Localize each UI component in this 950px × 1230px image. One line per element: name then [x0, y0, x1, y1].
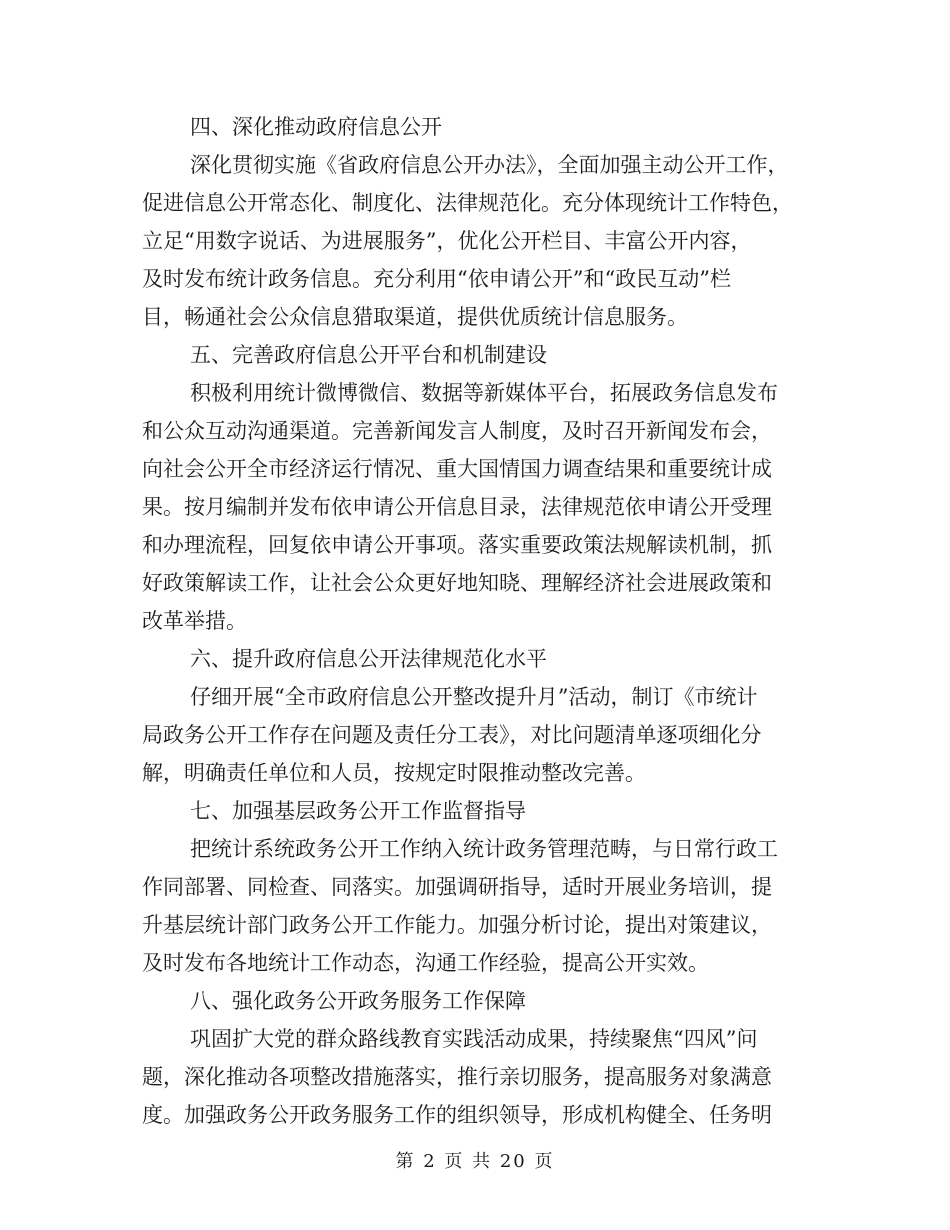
section-heading: 四、深化推动政府信息公开 — [190, 115, 442, 139]
text-line: 把统计系统政务公开工作纳入统计政务管理范畴，与日常行政工 — [190, 837, 778, 861]
text-line: 解，明确责任单位和人员，按规定时限推动整改完善。 — [142, 761, 646, 785]
text-line: 题，深化推动各项整改措施落实，推行亲切服务，提高服务对象满意 — [142, 1065, 772, 1089]
text-line: 目，畅通社会公众信息猎取渠道，提供优质统计信息服务。 — [142, 305, 688, 329]
text-line: 积极利用统计微博微信、数据等新媒体平台，拓展政务信息发布 — [190, 381, 778, 405]
text-line: 向社会公开全市经济运行情况、重大国情国力调查结果和重要统计成 — [142, 457, 772, 481]
paragraph — [142, 1020, 812, 1134]
text-line: 巩固扩大党的群众路线教育实践活动成果，持续聚焦“四风”问 — [190, 1027, 758, 1051]
text-line: 好政策解读工作，让社会公众更好地知晓、理解经济社会进展政策和 — [142, 571, 772, 595]
text-line: 及时发布各地统计工作动态，沟通工作经验，提高公开实效。 — [142, 951, 709, 975]
text-line: 立足“用数字说话、为进展服务”，优化公开栏目、丰富公开内容， — [142, 229, 752, 253]
page-number-footer: 第 2 页 共 20 页 — [395, 1151, 555, 1172]
document-body — [142, 108, 812, 1134]
text-line: 果。按月编制并发布依申请公开信息目录，法律规范依申请公开受理 — [142, 495, 772, 519]
section-heading: 五、完善政府信息公开平台和机制建设 — [190, 343, 547, 367]
text-line: 仔细开展“全市政府信息公开整改提升月”活动，制订《市统计 — [190, 685, 758, 709]
section-heading: 六、提升政府信息公开法律规范化水平 — [190, 647, 547, 671]
paragraph — [142, 146, 812, 336]
text-line: 度。加强政务公开政务服务工作的组织领导，形成机构健全、任务明 — [142, 1103, 772, 1127]
section-heading: 七、加强基层政务公开工作监督指导 — [190, 799, 526, 823]
section-heading: 八、强化政务公开政务服务工作保障 — [190, 989, 526, 1013]
text-line: 升基层统计部门政务公开工作能力。加强分析讨论，提出对策建议， — [142, 913, 772, 937]
text-line: 改革举措。 — [142, 609, 247, 633]
text-line: 促进信息公开常态化、制度化、法律规范化。充分体现统计工作特色， — [142, 191, 793, 215]
text-line: 作同部署、同检查、同落实。加强调研指导，适时开展业务培训，提 — [142, 875, 772, 899]
text-line: 和办理流程，回复依申请公开事项。落实重要政策法规解读机制，抓 — [142, 533, 772, 557]
text-line: 深化贯彻实施《省政府信息公开办法》，全面加强主动公开工作， — [190, 153, 789, 177]
text-line: 局政务公开工作存在问题及责任分工表》，对比问题清单逐项细化分 — [142, 723, 762, 747]
paragraph — [142, 678, 812, 792]
text-line: 和公众互动沟通渠道。完善新闻发言人制度，及时召开新闻发布会， — [142, 419, 772, 443]
paragraph — [142, 374, 812, 640]
paragraph — [142, 830, 812, 982]
text-line: 及时发布统计政务信息。充分利用“依申请公开”和“政民互动”栏 — [142, 267, 731, 291]
